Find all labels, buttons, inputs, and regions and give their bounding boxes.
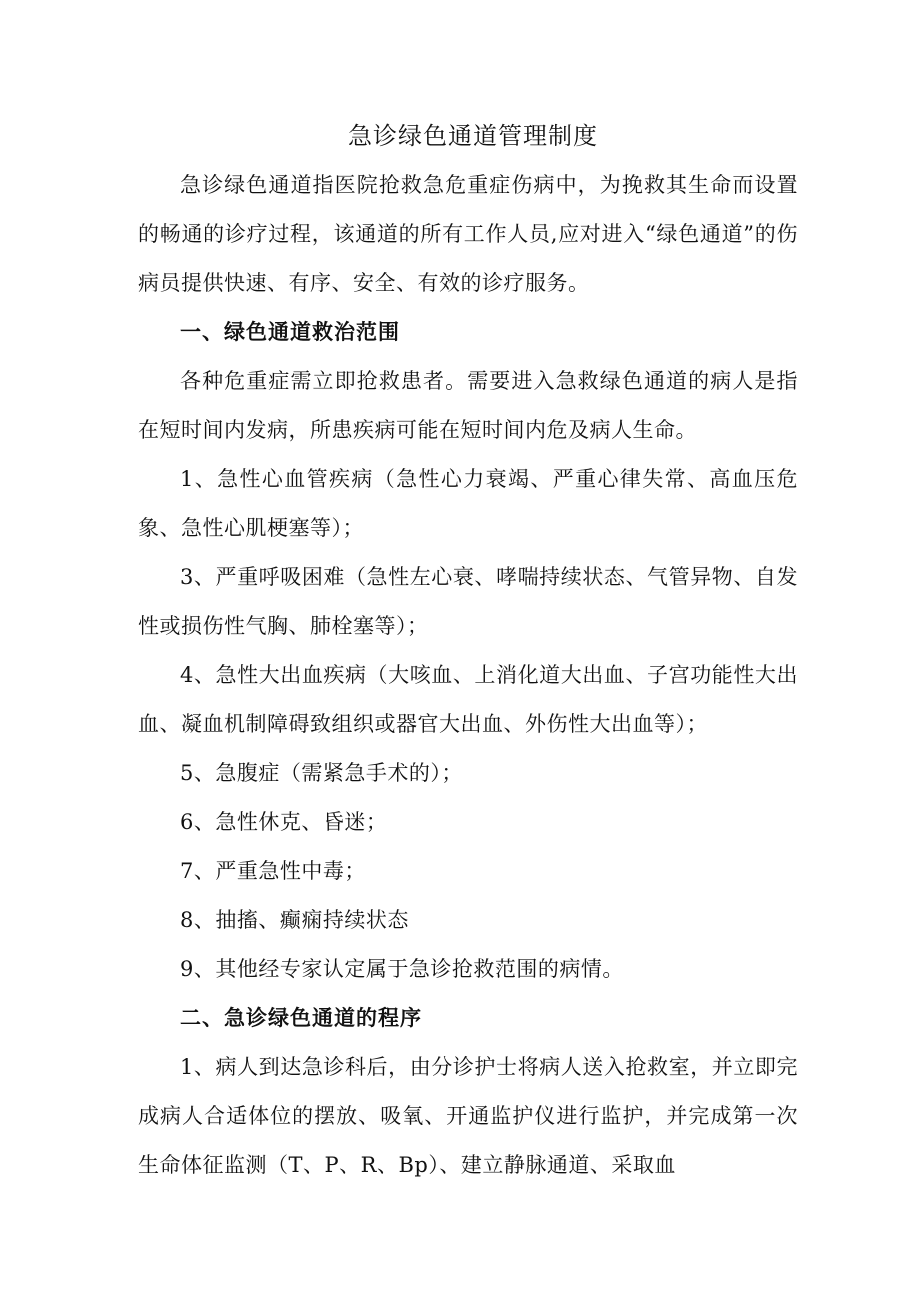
section1-heading: 一、绿色通道救治范围 [180, 320, 400, 344]
section2-paragraph: 1、病人到达急诊科后，由分诊护士将病人送入抢救室，并立即完成病人合适体位的摆放、吸氧、开通监护仪进行监护，并完成第一次生命体征监测（T、P、R、Bp）、建立静脉通道、采取血 [138, 1055, 798, 1177]
list-item: 7、严重急性中毒； [180, 859, 366, 883]
section2-heading: 二、急诊绿色通道的程序 [180, 1006, 422, 1030]
intro-paragraph: 急诊绿色通道指医院抢救急危重症伤病中，为挽救其生命而设置的畅通的诊疗过程，该通道的所有工作人员,应对进入“绿色通道”的伤病员提供快速、有序、安全、有效的诊疗服务。 [138, 173, 798, 295]
document-title: 急诊绿色通道管理制度 [348, 122, 598, 150]
list-item: 5、急腹症（需紧急手术的）； [180, 761, 463, 785]
section1-paragraph: 各种危重症需立即抢救患者。需要进入急救绿色通道的病人是指在短时间内发病，所患疾病可能在短时间内危及病人生命。 [138, 369, 798, 442]
list-item: 8、抽搐、癫痫持续状态 [180, 908, 409, 932]
list-item: 4、急性大出血疾病（大咳血、上消化道大出血、子宫功能性大出血、凝血机制障碍致组织或器官大出血、外伤性大出血等）； [138, 663, 798, 736]
list-item: 1、急性心血管疾病（急性心力衰竭、严重心律失常、高血压危象、急性心肌梗塞等）； [138, 467, 798, 540]
list-item: 9、其他经专家认定属于急诊抢救范围的病情。 [180, 957, 624, 981]
list-item: 6、急性休克、昏迷； [180, 810, 388, 834]
document-page [138, 112, 798, 1190]
list-item: 3、严重呼吸困难（急性左心衰、哮喘持续状态、气管异物、自发性或损伤性气胸、肺栓塞等）； [138, 565, 798, 638]
